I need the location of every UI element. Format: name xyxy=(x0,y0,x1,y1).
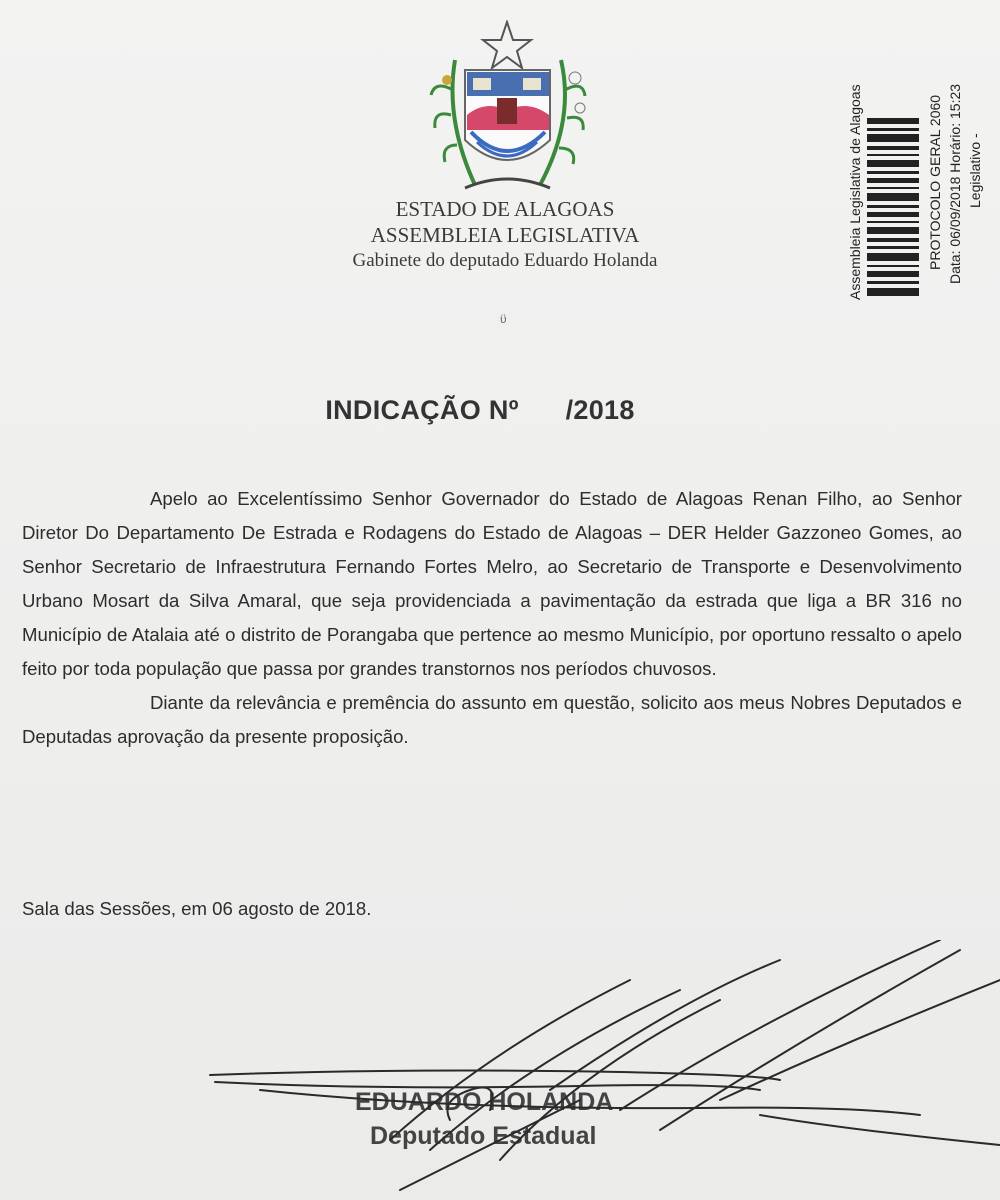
signatory-name: EDUARDO HOLANDA xyxy=(355,1088,614,1116)
stamp-date-time: Data: 06/09/2018 Horário: 15:23 xyxy=(947,83,963,284)
stamp-institution: Assembleia Legislativa de Alagoas xyxy=(847,84,863,300)
body-paragraph-2: Diante da relevância e premência do assunto em questão, solicito aos meus Nobres Deputados e Deputadas aprovação da presente proposição. xyxy=(22,692,962,747)
letterhead xyxy=(300,196,710,274)
signatory-role: Deputado Estadual xyxy=(370,1122,597,1150)
stamp-protocol-number: PROTOCOLO GERAL 2060 xyxy=(927,94,943,270)
body-paragraph-1: Apelo ao Excelentíssimo Senhor Governador do Estado de Alagoas Renan Filho, ao Senhor Diretor Do Departamento De Estrada e Rodagens do Estado de Alagoas – DER Helder Gazzoneo Gomes, ao Senhor Secretario de Infraestrutura Fernando Fortes Melro, ao Secretario de Transporte e Desenvolvimento Urbano Mosart da Silva Amaral, que seja providenciada a pavimentação da estrada que liga a BR 316 no Município de Atalaia até o distrito de Porangaba que pertence ao mesmo Município, por oportuno ressalto o apelo feito por toda população que passa por grandes transtornos nos períodos chuvosos. xyxy=(22,488,962,679)
document-body xyxy=(22,482,962,754)
state-coat-of-arms-icon xyxy=(425,20,590,200)
barcode-icon xyxy=(867,118,919,298)
protocol-stamp xyxy=(843,8,993,300)
closing-line: Sala das Sessões, em 06 agosto de 2018. xyxy=(22,898,372,919)
office-name: Gabinete do deputado Eduardo Holanda xyxy=(352,250,658,271)
document-title: INDICAÇÃO Nº /2018 xyxy=(325,395,635,425)
assembly-name: ASSEMBLEIA LEGISLATIVA xyxy=(370,223,640,247)
small-mark-icon: ϋ xyxy=(500,312,507,326)
handwritten-signature-icon xyxy=(200,940,1000,1200)
state-name: ESTADO DE ALAGOAS xyxy=(395,197,615,221)
stamp-department: Legislativo - xyxy=(967,133,983,208)
